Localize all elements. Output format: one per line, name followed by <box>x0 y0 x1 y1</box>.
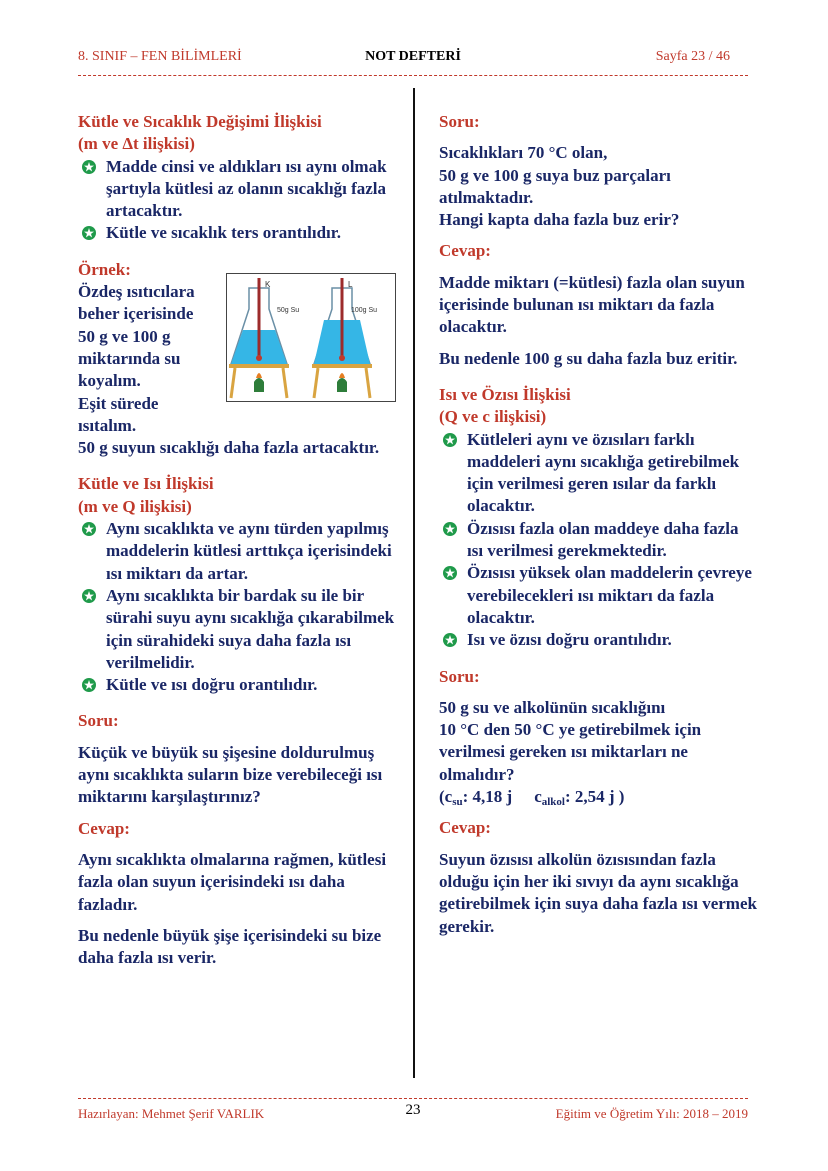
question-title: Soru: <box>439 112 480 131</box>
answer-paragraph: Bu nedenle 100 g su daha fazla buz eritir. <box>439 348 738 368</box>
bullet-list-heat-specific-heat <box>439 429 757 652</box>
section-title-heat-specific-heat: Isı ve Özısı İlişkisi <box>439 384 571 404</box>
star-bullet-icon <box>443 633 457 647</box>
section-subtitle-heat-specific-heat: (Q ve c ilişkisi) <box>439 407 547 427</box>
star-bullet-icon <box>443 433 457 447</box>
list-item: Aynı sıcaklıkta ve aynı türden yapılmış maddelerin kütlesi arttıkça içerisindeki ısı miktarı da artar. <box>78 518 398 585</box>
header-class-subject: 8. SINIF – FEN BİLİMLERİ <box>78 49 242 64</box>
figure-label-50g: 50g Su <box>277 307 300 314</box>
question-title: Soru: <box>439 666 480 686</box>
answer-paragraph: Bu nedenle büyük şişe içerisindeki su bize daha fazla ısı verir. <box>78 925 382 968</box>
list-item: Özısısı fazla olan maddeye daha fazla ısı verilmesi gerekmektedir. <box>439 518 757 563</box>
star-bullet-icon <box>82 589 96 603</box>
list-item: Özısısı yüksek olan maddelerin çevreye verebilecekleri ısı miktarı da fazla olacaktır. <box>439 562 757 629</box>
list-item: Madde cinsi ve aldıkları ısı aynı olmak şartıyla kütlesi az olanın sıcaklığı fazla artacaktır. <box>78 156 398 223</box>
bullet-list-mass-heat <box>78 518 398 696</box>
page-footer <box>78 1102 748 1124</box>
example-text: Özdeş ısıtıcılara beher içerisinde 50 g ve 100 g miktarında su koyalım. Eşit sürede ısıtalım. 50 g suyun sıcaklığı daha fazla artacaktır. <box>78 282 380 458</box>
example-title: Örnek: <box>78 259 131 279</box>
list-item: Kütle ve sıcaklık ters orantılıdır. <box>78 222 398 244</box>
footer-divider <box>78 1098 748 1099</box>
star-bullet-icon <box>443 522 457 536</box>
answer-title: Cevap: <box>439 818 491 838</box>
figure-label-l: L <box>348 280 353 289</box>
section-title-mass-temperature: Kütle ve Sıcaklık Değişimi İlişkisi <box>78 112 322 131</box>
list-item: Kütle ve ısı doğru orantılıdır. <box>78 674 398 696</box>
star-bullet-icon <box>443 566 457 580</box>
footer-school-year: Eğitim ve Öğretim Yılı: 2018 – 2019 <box>555 1106 748 1121</box>
list-item: Aynı sıcaklıkta bir bardak su ile bir sürahi suyu aynı sıcaklığa çıkarabilmek için sürahideki suya daha fazla ısı verilmelidir. <box>78 585 398 674</box>
answer-paragraph: Suyun özısısı alkolün özısısından fazla olduğu için her iki sıvıyı da aynı sıcaklığa getirebilmek için suya daha fazla ısı vermek gerekir. <box>439 849 757 936</box>
column-divider <box>413 88 415 1078</box>
bullet-list-mass-temperature <box>78 156 398 245</box>
section-subtitle-mass-heat: (m ve Q ilişkisi) <box>78 496 192 516</box>
beaker-k <box>231 278 287 364</box>
header-title: NOT DEFTERİ <box>365 49 461 64</box>
star-bullet-icon <box>82 678 96 692</box>
question-text: 50 g su ve alkolünün sıcaklığını 10 °C den 50 °C ye getirebilmek için verilmesi gereken ısı miktarları ne olmalıdır? ($c_{su}$: 4,18 j $c_{alkol}$: 2,54 j ) <box>439 697 757 808</box>
section-subtitle-mass-temperature: (m ve Δt ilişkisi) <box>78 134 195 154</box>
star-bullet-icon <box>82 226 96 240</box>
answer-title: Cevap: <box>78 818 130 838</box>
section-title-mass-heat: Kütle ve Isı İlişkisi <box>78 474 214 494</box>
header-divider <box>78 75 748 76</box>
page-header <box>78 49 748 69</box>
answer-paragraph: Madde miktarı (=kütlesi) fazla olan suyun içerisinde bulunan ısı miktarı da fazla olacaktır. <box>439 272 745 337</box>
question-title: Soru: <box>78 711 119 731</box>
specific-heat-values: ($c_{su}$: 4,18 j $c_{alkol}$: 2,54 j ) <box>439 787 625 809</box>
left-column <box>78 111 398 969</box>
figure-label-k: K <box>265 280 271 289</box>
figure-label-100g: 100g Su <box>351 307 378 314</box>
list-item: Kütleleri aynı ve özısıları farklı maddeleri aynı sıcaklığa getirebilmek için verilmesi geren ısılar da farklı olacaktır. <box>439 429 757 518</box>
beaker-heating-figure <box>226 273 396 402</box>
star-bullet-icon <box>82 160 96 174</box>
stand-right <box>312 364 372 398</box>
beaker-illustration <box>227 274 395 401</box>
question-text: Sıcaklıkları 70 °C olan, 50 g ve 100 g suya buz parçaları atılmaktadır. Hangi kapta daha fazla buz erir? <box>439 143 680 230</box>
footer-author: Hazırlayan: Mehmet Şerif VARLIK <box>78 1106 265 1121</box>
right-column <box>439 111 757 938</box>
answer-title: Cevap: <box>439 241 491 261</box>
beaker-l <box>314 278 370 364</box>
list-item: Isı ve özısı doğru orantılıdır. <box>439 629 757 651</box>
stand-left <box>229 364 289 398</box>
answer-paragraph: Aynı sıcaklıkta olmalarına rağmen, kütlesi fazla olan suyun içerisindeki ısı daha fazladır. <box>78 849 387 914</box>
header-page-number: Sayfa 23 / 46 <box>655 49 730 64</box>
footer-page-number: 23 <box>405 1102 421 1118</box>
star-bullet-icon <box>82 522 96 536</box>
question-text: Küçük ve büyük su şişesine doldurulmuş aynı sıcaklıkta suların bize verebileceği ısı miktarını karşılaştırınız? <box>78 742 383 807</box>
